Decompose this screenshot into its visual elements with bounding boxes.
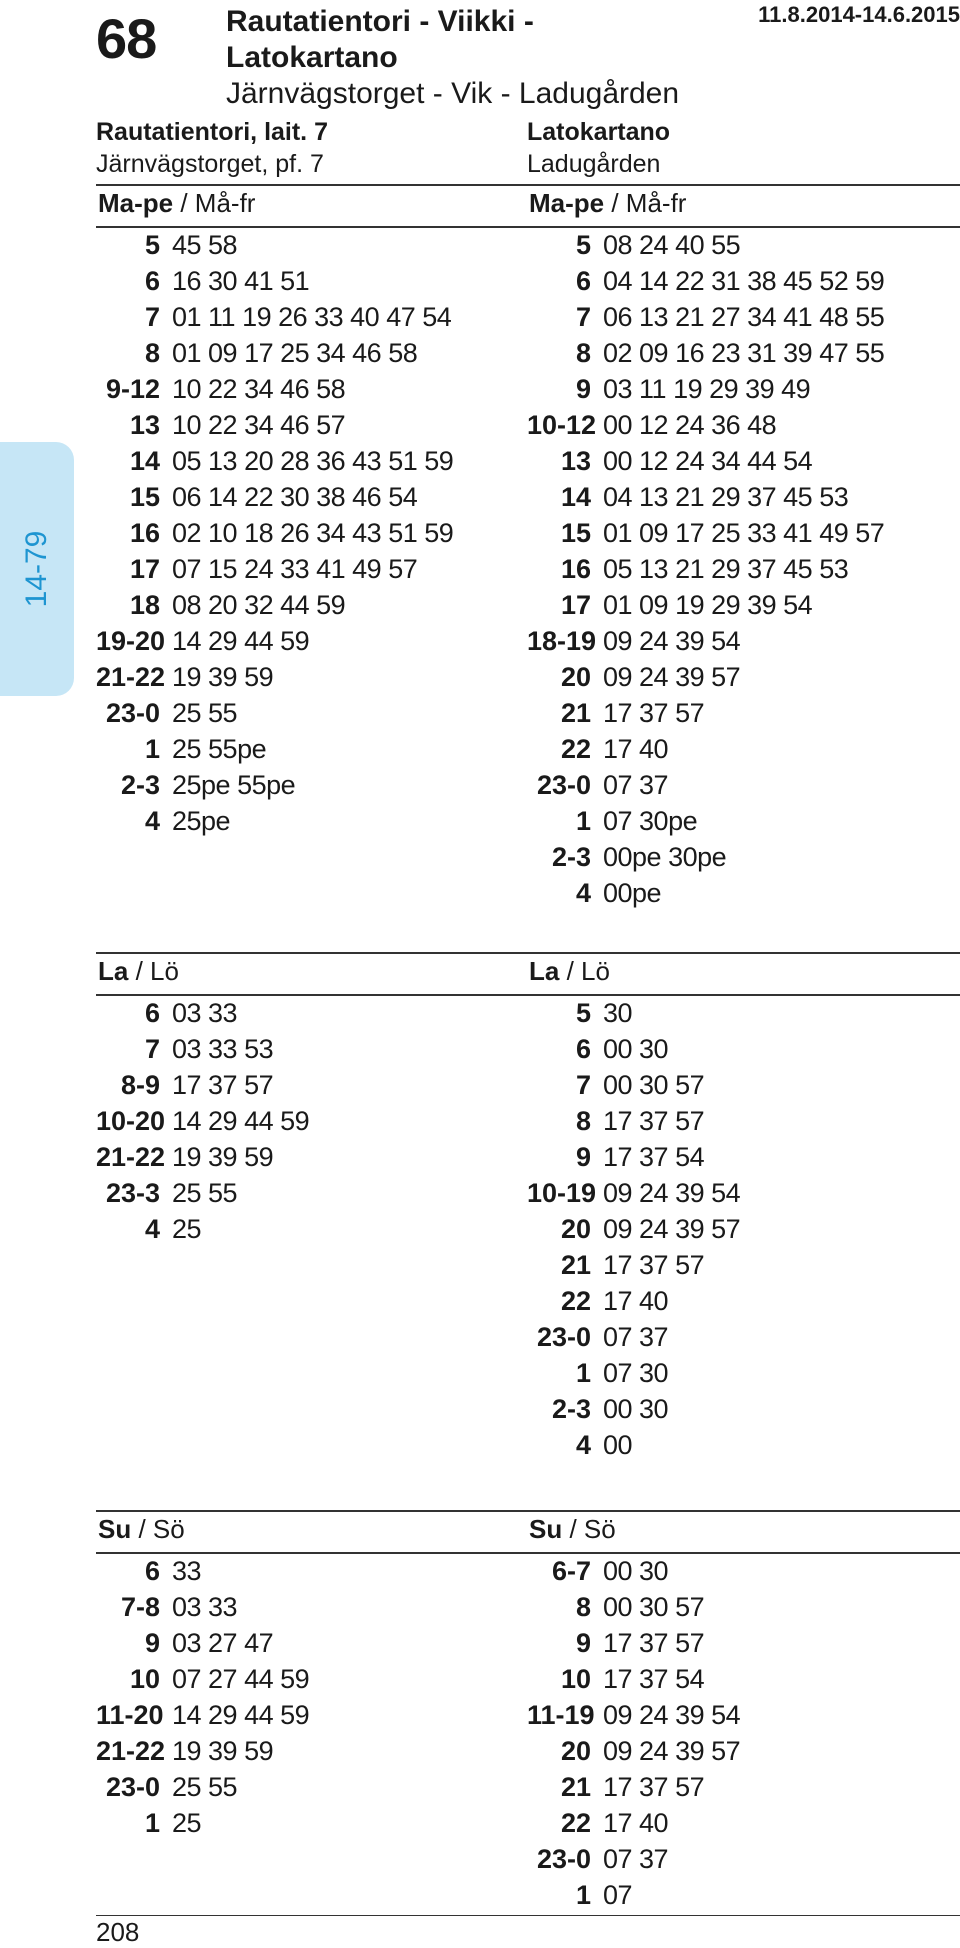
departure-minutes: 00pe	[603, 878, 662, 908]
departure-hour: 6	[575, 1034, 591, 1064]
departure-hour: 16	[129, 518, 160, 548]
title-fi-line2: Latokartano	[226, 41, 398, 74]
departure-minutes: 17 37 57	[603, 1250, 705, 1280]
departure-hour: 5	[144, 230, 160, 260]
departure-hour: 22	[560, 1286, 591, 1316]
timetable-row	[527, 227, 947, 263]
departure-hour: 13	[129, 410, 160, 440]
day-label-fi: La	[529, 956, 560, 986]
departure-minutes: 25	[172, 1808, 202, 1838]
departure-minutes: 14 29 44 59	[172, 626, 310, 656]
timetable-row	[527, 407, 947, 443]
weekday-right-rows	[527, 227, 947, 911]
date-range: 11.8.2014-14.6.2015	[758, 2, 960, 27]
departure-minutes: 00 30	[603, 1034, 669, 1064]
timetable-row	[96, 227, 516, 263]
timetable-row	[96, 479, 516, 515]
departure-hour: 13	[560, 446, 591, 476]
timetable-row	[527, 1103, 947, 1139]
timetable-row	[96, 335, 516, 371]
departure-minutes: 04 13 21 29 37 45 53	[603, 482, 849, 512]
departure-minutes: 01 09 17 25 34 46 58	[172, 338, 418, 368]
timetable-row	[96, 263, 516, 299]
day-label	[529, 1514, 616, 1545]
day-label-sep: /	[604, 188, 626, 218]
day-label-sv: Må-fr	[194, 188, 256, 218]
sunday-left-rows	[96, 1553, 516, 1841]
timetable-row	[527, 479, 947, 515]
departure-hour: 21	[560, 698, 591, 728]
departure-minutes: 10 22 34 46 58	[172, 374, 346, 404]
departure-minutes: 02 09 16 23 31 39 47 55	[603, 338, 885, 368]
timetable-row	[527, 1067, 947, 1103]
departure-hour: 6	[144, 266, 160, 296]
departure-hour: 21-22	[96, 662, 166, 692]
timetable-row	[527, 623, 947, 659]
departure-hour: 1	[575, 806, 591, 836]
departure-hour: 1	[575, 1358, 591, 1388]
departure-hour: 9-12	[105, 374, 160, 404]
departure-minutes: 08 20 32 44 59	[172, 590, 346, 620]
timetable-row	[96, 1769, 516, 1805]
departure-minutes: 25 55	[172, 1772, 238, 1802]
departure-hour: 23-0	[536, 770, 591, 800]
departure-hour: 21	[560, 1772, 591, 1802]
day-label	[98, 956, 179, 987]
departure-hour: 8-9	[120, 1070, 160, 1100]
departure-hour: 2-3	[551, 842, 591, 872]
stop-right-fi: Latokartano	[527, 118, 671, 146]
timetable-row	[96, 587, 516, 623]
departure-hour: 23-0	[536, 1844, 591, 1874]
timetable-row	[96, 767, 516, 803]
timetable-row	[96, 1175, 516, 1211]
departure-hour: 1	[575, 1880, 591, 1910]
day-label-sv: Må-fr	[625, 188, 687, 218]
departure-minutes: 19 39 59	[172, 662, 274, 692]
timetable-row	[96, 1733, 516, 1769]
timetable-row	[96, 731, 516, 767]
departure-hour: 20	[560, 1736, 591, 1766]
day-label-sep: /	[131, 1514, 153, 1544]
departure-minutes: 04 14 22 31 38 45 52 59	[603, 266, 885, 296]
departure-minutes: 25 55	[172, 698, 238, 728]
departure-hour: 21	[560, 1250, 591, 1280]
saturday-top-line	[96, 952, 960, 954]
departure-minutes: 09 24 39 57	[603, 662, 741, 692]
timetable-row	[527, 1661, 947, 1697]
timetable-row	[527, 1319, 947, 1355]
timetable-row	[96, 1697, 516, 1733]
departure-minutes: 07 27 44 59	[172, 1664, 310, 1694]
departure-hour: 10-20	[96, 1106, 166, 1136]
departure-hour: 22	[560, 1808, 591, 1838]
day-label	[98, 188, 255, 219]
timetable-row	[96, 515, 516, 551]
departure-minutes: 03 33	[172, 1592, 238, 1622]
departure-hour: 10-19	[527, 1178, 597, 1208]
departure-hour: 11-20	[96, 1700, 164, 1730]
section-sunday	[96, 1510, 960, 1916]
day-label-sep: /	[562, 1514, 584, 1544]
departure-hour: 6	[144, 1556, 160, 1586]
departure-minutes: 00	[603, 1430, 633, 1460]
departure-hour: 20	[560, 662, 591, 692]
day-label-sep: /	[559, 956, 582, 986]
departure-minutes: 05 13 20 28 36 43 51 59	[172, 446, 454, 476]
timetable-row	[96, 1139, 516, 1175]
departure-hour: 2-3	[551, 1394, 591, 1424]
timetable-row	[96, 551, 516, 587]
timetable-row	[527, 875, 947, 911]
departure-hour: 15	[560, 518, 591, 548]
timetable-row	[96, 1211, 516, 1247]
departure-minutes: 25 55pe	[172, 734, 267, 764]
departure-minutes: 01 09 19 29 39 54	[603, 590, 813, 620]
departure-hour: 16	[560, 554, 591, 584]
departure-hour: 10	[560, 1664, 591, 1694]
departure-minutes: 33	[172, 1556, 202, 1586]
timetable-row	[527, 995, 947, 1031]
timetable-row	[527, 839, 947, 875]
timetable-row	[527, 1625, 947, 1661]
weekday-top-line	[96, 184, 960, 186]
departure-minutes: 25pe	[172, 806, 231, 836]
day-label-sv: Sö	[152, 1514, 185, 1544]
departure-minutes: 17 37 57	[172, 1070, 274, 1100]
departure-minutes: 09 24 39 57	[603, 1736, 741, 1766]
departure-minutes: 09 24 39 54	[603, 626, 741, 656]
section-weekday	[96, 184, 960, 908]
timetable-row	[527, 695, 947, 731]
departure-minutes: 07 30	[603, 1358, 669, 1388]
departure-minutes: 00 12 24 36 48	[603, 410, 777, 440]
departure-hour: 2-3	[120, 770, 160, 800]
timetable-row	[96, 1661, 516, 1697]
timetable-row	[96, 695, 516, 731]
departure-hour: 10-12	[527, 410, 597, 440]
departure-hour: 7	[144, 1034, 160, 1064]
timetable-row	[527, 1247, 947, 1283]
departure-minutes: 17 37 57	[603, 1772, 705, 1802]
departure-hour: 9	[575, 374, 591, 404]
sunday-top-line	[96, 1510, 960, 1512]
timetable-row	[527, 1841, 947, 1877]
departure-minutes: 06 14 22 30 38 46 54	[172, 482, 418, 512]
departure-hour: 7-8	[120, 1592, 160, 1622]
timetable-row	[527, 1769, 947, 1805]
departure-minutes: 05 13 21 29 37 45 53	[603, 554, 849, 584]
timetable-row	[96, 1553, 516, 1589]
stop-left	[96, 116, 328, 180]
departure-minutes: 00 30 57	[603, 1592, 705, 1622]
departure-hour: 11-19	[527, 1700, 595, 1730]
timetable-row	[96, 299, 516, 335]
departure-hour: 5	[575, 230, 591, 260]
timetable-row	[96, 1625, 516, 1661]
day-label	[529, 188, 686, 219]
timetable-row	[527, 335, 947, 371]
departure-hour: 7	[575, 302, 591, 332]
departure-hour: 20	[560, 1214, 591, 1244]
timetable-row	[527, 1733, 947, 1769]
timetable-row	[527, 551, 947, 587]
departure-minutes: 09 24 39 54	[603, 1178, 741, 1208]
timetable-row	[527, 1139, 947, 1175]
departure-hour: 4	[144, 806, 160, 836]
departure-hour: 6-7	[551, 1556, 591, 1586]
saturday-right-rows	[527, 995, 947, 1463]
timetable-row	[96, 407, 516, 443]
departure-hour: 23-0	[105, 1772, 160, 1802]
departure-minutes: 30	[603, 998, 633, 1028]
timetable-row	[527, 1427, 947, 1463]
departure-minutes: 07 15 24 33 41 49 57	[172, 554, 418, 584]
departure-hour: 22	[560, 734, 591, 764]
departure-minutes: 17 37 54	[603, 1664, 705, 1694]
departure-minutes: 03 33 53	[172, 1034, 274, 1064]
departure-hour: 4	[575, 1430, 591, 1460]
route-title	[226, 4, 786, 112]
departure-hour: 4	[575, 878, 591, 908]
departure-hour: 17	[560, 590, 591, 620]
timetable-row	[527, 371, 947, 407]
timetable-row	[527, 1031, 947, 1067]
departure-minutes: 16 30 41 51	[172, 266, 310, 296]
timetable-row	[527, 1283, 947, 1319]
weekday-left-rows	[96, 227, 516, 839]
departure-hour: 17	[129, 554, 160, 584]
departure-hour: 9	[575, 1142, 591, 1172]
day-label-fi: Su	[529, 1514, 563, 1544]
departure-minutes: 09 24 39 57	[603, 1214, 741, 1244]
day-label-sv: Lö	[581, 956, 610, 986]
day-label	[98, 1514, 185, 1545]
day-label-sep: /	[173, 188, 195, 218]
timetable-row	[527, 803, 947, 839]
timetable-row	[527, 443, 947, 479]
timetable-row	[527, 1589, 947, 1625]
departure-minutes: 25 55	[172, 1178, 238, 1208]
departure-minutes: 09 24 39 54	[603, 1700, 741, 1730]
departure-hour: 14	[560, 482, 591, 512]
departure-hour: 9	[575, 1628, 591, 1658]
departure-minutes: 01 11 19 26 33 40 47 54	[172, 302, 452, 332]
timetable-row	[527, 1877, 947, 1913]
departure-minutes: 08 24 40 55	[603, 230, 741, 260]
route-number: 68	[96, 7, 157, 70]
departure-hour: 23-0	[105, 698, 160, 728]
timetable-row	[527, 1355, 947, 1391]
timetable-row	[96, 1805, 516, 1841]
departure-hour: 8	[144, 338, 160, 368]
timetable-row	[96, 1589, 516, 1625]
departure-minutes: 03 33	[172, 998, 238, 1028]
departure-minutes: 07 30pe	[603, 806, 698, 836]
departure-hour: 10	[129, 1664, 160, 1694]
timetable-row	[96, 803, 516, 839]
timetable-row	[96, 659, 516, 695]
timetable-row	[527, 731, 947, 767]
departure-minutes: 00 12 24 34 44 54	[603, 446, 813, 476]
day-label-sv: Lö	[150, 956, 179, 986]
day-label-fi: Su	[98, 1514, 132, 1544]
departure-hour: 23-3	[105, 1178, 160, 1208]
timetable-row	[96, 623, 516, 659]
title-sv: Järnvägstorget - Vik - Ladugården	[226, 77, 680, 110]
departure-minutes: 03 11 19 29 39 49	[603, 374, 811, 404]
timetable-row	[527, 263, 947, 299]
departure-minutes: 14 29 44 59	[172, 1106, 310, 1136]
stop-right-sv: Ladugården	[527, 150, 661, 178]
departure-minutes: 07	[603, 1880, 633, 1910]
departure-hour: 18	[129, 590, 160, 620]
departure-hour: 14	[129, 446, 160, 476]
departure-minutes: 00 30 57	[603, 1070, 705, 1100]
departure-minutes: 07 37	[603, 770, 669, 800]
departure-hour: 21-22	[96, 1142, 166, 1172]
timetable-row	[96, 1031, 516, 1067]
departure-hour: 15	[129, 482, 160, 512]
departure-hour: 5	[575, 998, 591, 1028]
departure-minutes: 25	[172, 1214, 202, 1244]
side-tab	[0, 442, 74, 696]
timetable-row	[527, 1697, 947, 1733]
departure-minutes: 07 37	[603, 1322, 669, 1352]
departure-minutes: 17 37 57	[603, 1628, 705, 1658]
departure-minutes: 25pe 55pe	[172, 770, 296, 800]
departure-hour: 21-22	[96, 1736, 166, 1766]
departure-minutes: 17 40	[603, 1808, 669, 1838]
departure-minutes: 01 09 17 25 33 41 49 57	[603, 518, 885, 548]
timetable-row	[527, 587, 947, 623]
section-saturday	[96, 952, 960, 1462]
departure-hour: 9	[144, 1628, 160, 1658]
sunday-bottom-line	[96, 1915, 960, 1917]
timetable-row	[527, 1805, 947, 1841]
departure-minutes: 19 39 59	[172, 1142, 274, 1172]
stop-left-sv: Järnvägstorget, pf. 7	[96, 150, 324, 178]
departure-hour: 19-20	[96, 626, 166, 656]
day-label-fi: Ma-pe	[98, 188, 174, 218]
departure-minutes: 03 27 47	[172, 1628, 274, 1658]
departure-hour: 1	[144, 734, 160, 764]
departure-hour: 7	[575, 1070, 591, 1100]
departure-minutes: 02 10 18 26 34 43 51 59	[172, 518, 454, 548]
title-fi-line1: Rautatientori - Viikki -	[226, 5, 534, 38]
departure-minutes: 06 13 21 27 34 41 48 55	[603, 302, 885, 332]
departure-minutes: 00 30	[603, 1394, 669, 1424]
timetable-row	[527, 299, 947, 335]
departure-minutes: 00 30	[603, 1556, 669, 1586]
departure-minutes: 07 37	[603, 1844, 669, 1874]
timetable-row	[96, 443, 516, 479]
side-tab-label: 14-79	[20, 530, 53, 608]
saturday-left-rows	[96, 995, 516, 1247]
departure-minutes: 19 39 59	[172, 1736, 274, 1766]
stop-left-fi: Rautatientori, lait. 7	[96, 118, 328, 146]
departure-hour: 6	[575, 266, 591, 296]
timetable-row	[527, 767, 947, 803]
departure-minutes: 10 22 34 46 57	[172, 410, 346, 440]
departure-hour: 4	[144, 1214, 160, 1244]
page-number: 208	[96, 1917, 140, 1947]
timetable-row	[96, 371, 516, 407]
day-label-fi: Ma-pe	[529, 188, 605, 218]
sunday-right-rows	[527, 1553, 947, 1913]
timetable-row	[527, 1553, 947, 1589]
departure-hour: 8	[575, 1592, 591, 1622]
timetable-row	[527, 1391, 947, 1427]
day-label-sv: Sö	[583, 1514, 616, 1544]
day-label	[529, 956, 610, 987]
departure-minutes: 17 40	[603, 1286, 669, 1316]
day-label-fi: La	[98, 956, 129, 986]
departure-minutes: 45 58	[172, 230, 238, 260]
departure-minutes: 17 37 57	[603, 698, 705, 728]
departure-minutes: 17 40	[603, 734, 669, 764]
timetable-row	[527, 1211, 947, 1247]
departure-hour: 8	[575, 1106, 591, 1136]
departure-minutes: 14 29 44 59	[172, 1700, 310, 1730]
departure-minutes: 17 37 54	[603, 1142, 705, 1172]
timetable-row	[96, 1103, 516, 1139]
stop-right	[527, 116, 670, 180]
departure-hour: 8	[575, 338, 591, 368]
timetable-row	[96, 995, 516, 1031]
departure-hour: 23-0	[536, 1322, 591, 1352]
departure-hour: 18-19	[527, 626, 597, 656]
departure-minutes: 00pe 30pe	[603, 842, 727, 872]
day-label-sep: /	[128, 956, 151, 986]
departure-hour: 6	[144, 998, 160, 1028]
timetable-row	[96, 1067, 516, 1103]
departure-hour: 7	[144, 302, 160, 332]
departure-minutes: 17 37 57	[603, 1106, 705, 1136]
timetable-row	[527, 659, 947, 695]
timetable-row	[527, 1175, 947, 1211]
timetable-row	[527, 515, 947, 551]
departure-hour: 1	[144, 1808, 160, 1838]
